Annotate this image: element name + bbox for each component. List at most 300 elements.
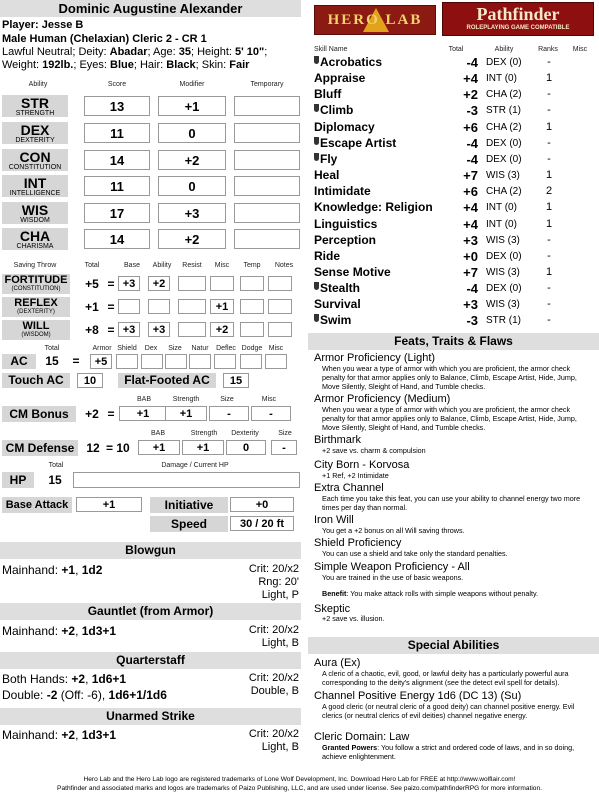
temporary-col-header: Temporary — [250, 81, 284, 88]
skill-ranks: 2 — [545, 185, 553, 198]
ability-label-con — [2, 149, 68, 171]
skill-ability: CHA (2) — [486, 121, 522, 133]
skill-ranks: 1 — [545, 169, 553, 182]
skill-total: +0 — [463, 248, 478, 264]
skin: Fair — [229, 59, 250, 71]
save-label-will — [2, 320, 70, 340]
save-temp — [240, 276, 264, 291]
skill-row — [314, 152, 592, 168]
skill-ability: DEX (0) — [486, 283, 522, 295]
skill-name — [314, 103, 353, 117]
feat-description: You can use a shield and take only the standard penalties. — [322, 549, 508, 558]
skill-ability: DEX (0) — [486, 153, 522, 165]
save-base: +3 — [118, 322, 140, 337]
ability-full-name: STRENGTH — [15, 110, 55, 117]
skill-name-text: Sense Motive — [314, 264, 391, 279]
save-misc-header: Misc — [214, 262, 230, 269]
skill-row — [314, 87, 592, 103]
ac-equals: = — [72, 354, 80, 368]
skill-name — [314, 55, 382, 69]
save-notes — [268, 322, 292, 337]
skill-name-text: Climb — [320, 103, 354, 118]
skill-ability: STR (1) — [486, 105, 521, 117]
hp-damage-header: Damage / Current HP — [161, 462, 229, 469]
ability-full-name: INTELLIGENCE — [9, 190, 61, 197]
skill-total: +7 — [463, 168, 478, 184]
ac-shield-value — [116, 354, 138, 369]
ac-total: 15 — [45, 354, 59, 368]
hair: Black — [166, 59, 196, 71]
feat-description: When you wear a type of armor with which you are proficient, the armor check penalty for that armor applies only to Balance, Climb, Escape Artist, Hide, Jump, Move Silently, Sleight of Hand, and Tumble checks. — [322, 405, 577, 432]
cmd-str-header: Strength — [190, 430, 218, 437]
skill-row — [314, 281, 592, 297]
blowgun-attack-line: Mainhand: +1, 1d2 — [2, 563, 103, 577]
skill-row — [314, 184, 592, 200]
skill-name — [314, 87, 341, 101]
save-name: FORTITUDE — [4, 274, 68, 286]
eyes: Blue — [110, 59, 134, 71]
feat-description: You are trained in the use of basic weapons. — [322, 573, 464, 582]
weapon-attack: +1 — [61, 563, 76, 577]
weapon-attack: +2 — [71, 672, 86, 686]
save-misc — [210, 276, 234, 291]
feat-description: +2 save vs. charm & compulsion — [322, 446, 426, 455]
skill-name — [314, 249, 340, 263]
skill-ranks: 1 — [545, 72, 553, 85]
ac-deflec-value — [214, 354, 236, 369]
save-equals: = — [107, 300, 115, 314]
ability-abbr: INT — [23, 175, 47, 191]
ability-label-wis — [2, 202, 68, 224]
base-attack-label: Base Attack — [2, 497, 72, 513]
save-equals: = — [107, 323, 115, 337]
touch-ac-label: Touch AC — [2, 373, 70, 388]
skill-row — [314, 103, 592, 119]
weapon-type: Double, B — [250, 685, 299, 697]
skill-row — [314, 217, 592, 233]
armor-check-shield-icon — [314, 137, 319, 145]
flat-footed-ac-label: Flat-Footed AC — [118, 373, 216, 388]
skill-ranks: 1 — [545, 201, 553, 214]
ability-full-name: CHARISMA — [16, 243, 54, 250]
weapon-hand: Both Hands: — [2, 672, 69, 686]
ability-full-name: WISDOM — [20, 217, 50, 224]
ability-full-name: CONSTITUTION — [8, 164, 62, 171]
skill-name — [314, 152, 337, 166]
ability-score: 11 — [84, 176, 150, 196]
ability-modifier: +3 — [158, 203, 226, 223]
save-misc: +2 — [210, 322, 234, 337]
bio-line-1 — [2, 46, 267, 58]
feat-name: Skeptic — [314, 603, 351, 615]
skill-misc-header: Misc — [572, 46, 588, 53]
footer-line-2: Pathfinder and associated marks and logos are trademarks of Paizo Publishing, LLC, and are used under license. See paizo.com/pathfinderRPG for more information. — [57, 785, 542, 792]
ac-size-value — [165, 354, 187, 369]
save-misc: +1 — [210, 299, 234, 314]
skill-total: +3 — [463, 232, 478, 248]
ac-natur-value — [189, 354, 211, 369]
cmb-str-header: Strength — [172, 396, 200, 403]
ability-label-dex — [2, 122, 68, 144]
skill-name-text: Swim — [320, 313, 352, 328]
skill-name-text: Heal — [314, 168, 340, 183]
herolab-logo-text: HERO LAB — [327, 12, 423, 28]
save-total: +8 — [85, 323, 99, 337]
skill-total: +6 — [463, 119, 478, 135]
quarterstaff-attack-line-2: Double: -2 (Off: -6), 1d6+1/1d6 — [2, 688, 167, 702]
weapon-type: Light, P — [261, 589, 299, 601]
score-col-header: Score — [107, 81, 127, 88]
skill-name — [314, 233, 376, 247]
unarmed-stats — [249, 728, 299, 754]
weapon-hand: Mainhand: — [2, 624, 59, 638]
ability-temporary[interactable] — [234, 176, 300, 196]
save-label-fortitude — [2, 274, 70, 294]
modifier-col-header: Modifier — [179, 81, 205, 88]
ability-col-header: Ability — [28, 81, 48, 88]
skill-ranks: - — [547, 56, 551, 68]
skill-row — [314, 120, 592, 136]
feat-benefit-text: : You make attack rolls with simple weapons without penalty. — [346, 589, 539, 598]
skill-name — [314, 200, 433, 214]
skill-name-header: Skill Name — [314, 46, 348, 53]
skill-name-text: Survival — [314, 297, 361, 312]
skill-ranks-header: Ranks — [538, 46, 558, 53]
skill-name-text: Perception — [314, 232, 377, 247]
skill-name-text: Appraise — [314, 71, 366, 86]
weapon-damage: 1d6+1/1d6 — [108, 688, 167, 702]
skill-total-header: Total — [448, 46, 464, 53]
ability-score: 11 — [84, 123, 150, 143]
weapon-offhand: (Off: -6) — [60, 688, 102, 702]
ability-abbr: CON — [19, 149, 51, 165]
special-ability-name: Cleric Domain: Law — [314, 731, 410, 743]
ability-temporary[interactable] — [234, 96, 300, 116]
ability-temporary[interactable] — [234, 150, 300, 170]
skill-row — [314, 297, 592, 313]
cmd-bab-header: BAB — [150, 430, 165, 437]
feat-description: +1 Ref, +2 Intimidate — [322, 471, 389, 480]
skill-total: +3 — [463, 297, 478, 313]
weapon-attack: +2 — [61, 624, 76, 638]
skill-total: +4 — [463, 71, 478, 87]
ability-modifier: +2 — [158, 229, 226, 249]
eyes-label: ; Eyes: — [73, 59, 107, 71]
save-resist — [178, 299, 206, 314]
pathfinder-logo-subtitle: ROLEPLAYING GAME COMPATIBLE — [466, 25, 570, 31]
special-ability-description: A cleric of a chaotic, evil, good, or lawful deity has a particularly powerful aura corresponding to the deity's alignment (see the detect evil spell for details). — [322, 669, 569, 687]
player-name: Jesse B — [41, 19, 84, 31]
ability-label-str — [2, 95, 68, 117]
skill-total: -4 — [466, 55, 478, 70]
cmd-dex-header: Dexterity — [231, 430, 259, 437]
weapon-type: Light, B — [261, 637, 299, 649]
save-ability-name: (DEXTERITY) — [17, 309, 55, 315]
save-temp-header: Temp — [243, 262, 261, 269]
base-attack-value: +1 — [76, 497, 142, 512]
save-notes-header: Notes — [274, 262, 294, 269]
flat-footed-ac-value: 15 — [223, 373, 249, 388]
skill-total: +4 — [463, 200, 478, 216]
initiative-label: Initiative — [150, 497, 228, 513]
age-label: ; Age: — [147, 46, 176, 58]
ac-total-header: Total — [44, 345, 60, 352]
save-total: +5 — [85, 277, 99, 291]
skill-ranks: - — [547, 233, 551, 246]
age: 35 — [178, 46, 191, 58]
skill-name — [314, 120, 375, 134]
skill-name — [314, 136, 396, 150]
skill-total: -4 — [466, 281, 478, 297]
weapon-crit: Crit: 20/x2 — [248, 563, 299, 575]
save-name: WILL — [22, 320, 50, 332]
feat-name: Shield Proficiency — [314, 537, 402, 549]
skill-name-text: Intimidate — [314, 184, 371, 199]
cm-bonus-label: CM Bonus — [2, 406, 76, 422]
ac-armor-value: +5 — [90, 354, 112, 369]
weapon-damage: 1d2 — [81, 563, 103, 577]
skill-total: -4 — [466, 151, 478, 167]
weapon-damage: 1d6+1 — [91, 672, 127, 686]
skill-name — [314, 184, 371, 198]
save-label-reflex — [2, 297, 70, 317]
ability-abbr: STR — [21, 95, 49, 111]
weapon-hand: Mainhand: — [2, 563, 59, 577]
skill-row — [314, 265, 592, 281]
feat-name: Extra Channel — [314, 482, 384, 494]
skill-ranks: - — [547, 314, 551, 327]
skill-ranks: - — [547, 88, 551, 101]
ac-misc-value — [265, 354, 287, 369]
height: 5' 10" — [235, 46, 265, 58]
footer-line-1: Hero Lab and the Hero Lab logo are registered trademarks of Lone Wolf Development, Inc. Download Hero Lab for FREE at http://www.wolflair.com! — [83, 776, 516, 783]
weight: 192lb. — [42, 59, 74, 71]
cm-bonus-equals: = — [107, 407, 115, 421]
cm-defense-size: - — [271, 440, 297, 455]
initiative-value: +0 — [230, 497, 294, 512]
cm-defense-total: 12 — [86, 441, 100, 455]
skill-name — [314, 217, 377, 231]
bio-sep: ; — [264, 46, 268, 58]
hp-total: 15 — [48, 473, 62, 487]
feat-name: Armor Proficiency (Light) — [314, 352, 436, 364]
ability-modifier: 0 — [158, 123, 226, 143]
weapon-title-unarmed: Unarmed Strike — [0, 708, 301, 725]
save-notes — [268, 276, 292, 291]
ability-full-name: DEXTERITY — [15, 137, 55, 144]
speed-label: Speed — [150, 516, 228, 532]
ability-label-int — [2, 175, 68, 197]
skill-row — [314, 233, 592, 249]
save-total: +1 — [85, 300, 99, 314]
ability-modifier: 0 — [158, 176, 226, 196]
save-ability-name: (CONSTITUTION) — [11, 286, 61, 292]
ac-misc-header: Misc — [268, 345, 284, 352]
save-col-header: Saving Throw — [13, 262, 57, 269]
ability-temporary[interactable] — [234, 203, 300, 223]
skill-name-text: Ride — [314, 248, 341, 263]
footer — [0, 775, 599, 793]
skill-total: +6 — [463, 184, 478, 200]
skill-name — [314, 265, 391, 279]
cm-defense-label: CM Defense — [2, 440, 78, 456]
skill-row — [314, 55, 592, 71]
ac-dodge-value — [240, 354, 262, 369]
weapon-damage: 1d3+1 — [81, 728, 117, 742]
ac-label: AC — [2, 354, 36, 369]
weapon-title-blowgun: Blowgun — [0, 542, 301, 559]
skill-ranks: - — [547, 152, 551, 165]
weapon-hand: Mainhand: — [2, 728, 59, 742]
ac-deflec-header: Deflec — [216, 345, 236, 352]
gauntlet-attack-line: Mainhand: +2, 1d3+1 — [2, 624, 117, 638]
skill-total: +2 — [463, 87, 478, 103]
ability-modifier: +1 — [158, 96, 226, 116]
cm-bonus-total: +2 — [85, 407, 99, 421]
skill-row — [314, 71, 592, 87]
weapon-attack: -2 — [46, 688, 58, 702]
feat-description: You get a +2 bonus on all Will saving throws. — [322, 526, 465, 535]
gauntlet-stats — [249, 624, 299, 650]
feat-name: Birthmark — [314, 434, 362, 446]
skill-ability: DEX (0) — [486, 250, 522, 262]
ability-temporary[interactable] — [234, 229, 300, 249]
weapon-range: Rng: 20' — [258, 576, 299, 588]
ability-temporary[interactable] — [234, 123, 300, 143]
feat-name: Iron Will — [314, 514, 354, 526]
skill-ability: CHA (2) — [486, 89, 522, 101]
feat-description: +2 save vs. illusion. — [322, 614, 385, 623]
ability-abbr: DEX — [20, 122, 50, 138]
cm-defense-str: +1 — [182, 440, 224, 455]
special-ability-description — [322, 743, 590, 761]
save-ability — [148, 299, 170, 314]
ability-abbr: WIS — [21, 202, 49, 218]
pathfinder-logo — [442, 2, 594, 36]
skill-name-text: Linguistics — [314, 216, 378, 231]
hair-label: ; Hair: — [133, 59, 164, 71]
height-label: ; Height: — [190, 46, 232, 58]
skill-name — [314, 281, 360, 295]
herolab-logo — [314, 5, 436, 35]
pathfinder-logo-text: Pathfinder — [476, 4, 560, 24]
hp-total-header: Total — [48, 462, 64, 469]
ability-abbr: CHA — [19, 228, 51, 244]
weapon-attack: +2 — [61, 728, 76, 742]
player-line — [2, 19, 83, 31]
alignment: Lawful Neutral; — [2, 46, 76, 58]
skill-row — [314, 200, 592, 216]
ac-dex-header: Dex — [144, 345, 158, 352]
blowgun-stats — [249, 563, 299, 602]
save-base — [118, 299, 140, 314]
weapon-crit: Crit: 20/x2 — [248, 728, 299, 740]
skill-ability: INT (0) — [486, 218, 517, 230]
quarterstaff-attack-line-1: Both Hands: +2, 1d6+1 — [2, 672, 127, 686]
skin-label: ; Skin: — [195, 59, 227, 71]
skill-ranks: - — [547, 104, 551, 117]
skill-ability: STR (1) — [486, 315, 521, 327]
speed-value: 30 / 20 ft — [230, 516, 294, 531]
save-resist — [178, 322, 206, 337]
ability-score: 13 — [84, 96, 150, 116]
save-base-header: Base — [124, 262, 140, 269]
special-ability-desc-label: Granted Powers — [322, 743, 378, 752]
character-name-bar — [0, 0, 301, 17]
skill-name-text: Diplomacy — [314, 119, 375, 134]
feat-benefit-label: Benefit — [322, 589, 347, 598]
special-ability-name: Aura (Ex) — [314, 657, 361, 669]
ac-size-header: Size — [168, 345, 182, 352]
cmb-size-header: Size — [220, 396, 234, 403]
feat-name: Simple Weapon Proficiency - All — [314, 561, 470, 573]
armor-check-shield-icon — [314, 153, 319, 161]
skill-name — [314, 313, 351, 327]
quarterstaff-stats — [249, 672, 299, 698]
weapon-type: Light, B — [261, 741, 299, 753]
skill-ability-header: Ability — [494, 46, 514, 53]
skill-ability: DEX (0) — [486, 137, 522, 149]
feats-title: Feats, Traits & Flaws — [308, 333, 599, 350]
weight-label: Weight: — [2, 59, 40, 71]
special-ability-name: Channel Positive Energy 1d6 (DC 13) (Su) — [314, 690, 522, 702]
skill-name — [314, 168, 339, 182]
skill-ability: WIS (3) — [486, 170, 520, 182]
weapon-crit: Crit: 20/x2 — [248, 624, 299, 636]
special-ability-desc-text: : You follow a strict and ordered code of laws, and in so doing, achieve enlightenment. — [322, 743, 575, 761]
skill-name-text: Escape Artist — [320, 135, 397, 150]
feat-name: Armor Proficiency (Medium) — [314, 393, 451, 405]
cmd-size-header: Size — [278, 430, 292, 437]
save-name: REFLEX — [14, 297, 58, 309]
skill-ranks: - — [547, 136, 551, 149]
ability-score: 17 — [84, 203, 150, 223]
weapon-crit: Crit: 20/x2 — [248, 672, 299, 684]
skill-total: +4 — [463, 216, 478, 232]
skill-name-text: Acrobatics — [320, 55, 383, 69]
save-resist — [178, 276, 206, 291]
skill-row — [314, 136, 592, 152]
hp-damage-input[interactable] — [73, 472, 300, 488]
feat-description: Each time you take this feat, you can use your ability to channel energy two more times per day than normal. — [322, 494, 581, 512]
skill-name — [314, 71, 365, 85]
cmb-bab-header: BAB — [136, 396, 151, 403]
ability-score: 14 — [84, 229, 150, 249]
skill-total: +7 — [463, 264, 478, 280]
cm-bonus-misc: - — [251, 406, 291, 421]
armor-check-shield-icon — [314, 314, 319, 322]
skill-name-text: Stealth — [320, 281, 361, 296]
ac-armor-header: Armor — [92, 345, 112, 352]
skill-ability: INT (0) — [486, 73, 517, 85]
hp-label: HP — [2, 472, 34, 488]
deity: Abadar — [109, 46, 148, 58]
skill-ranks: - — [547, 298, 551, 311]
save-ability-header: Ability — [152, 262, 172, 269]
ac-dodge-header: Dodge — [241, 345, 263, 352]
skill-total: -3 — [466, 313, 478, 329]
special-abilities-title: Special Abilities — [308, 637, 599, 654]
skill-ranks: 1 — [545, 265, 553, 278]
save-ability: +2 — [148, 276, 170, 291]
skill-ranks: - — [547, 282, 551, 295]
bio-line-2 — [2, 59, 249, 71]
save-total-header: Total — [84, 262, 100, 269]
ac-shield-header: Shield — [117, 345, 137, 352]
skill-name — [314, 297, 361, 311]
skill-ranks: - — [547, 249, 551, 262]
class-line: Male Human (Chelaxian) Cleric 2 - CR 1 — [2, 33, 207, 45]
